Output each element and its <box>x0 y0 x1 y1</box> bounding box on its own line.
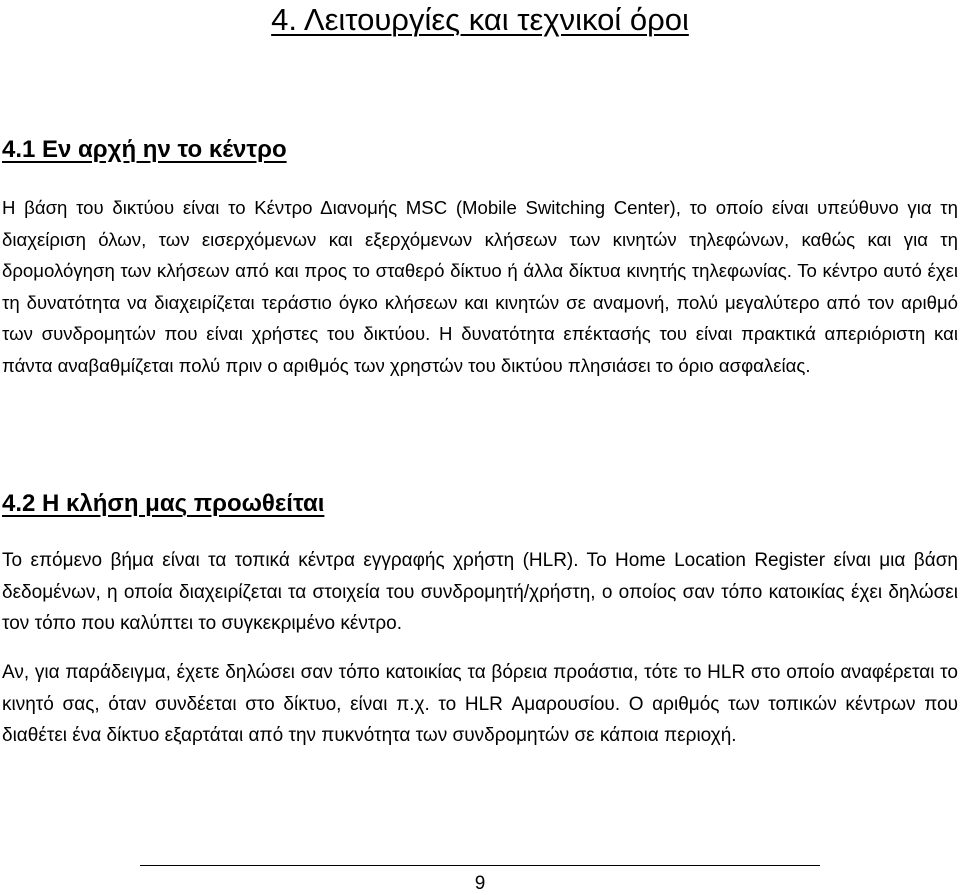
chapter-title: 4. Λειτουργίες και τεχνικοί όροι <box>271 2 689 37</box>
section-4-1-paragraph: Η βάση του δικτύου είναι το Κέντρο Διανομής MSC (Mobile Switching Center), το οποίο είναι υπεύθυνο για τη διαχείριση όλων, των εισερχόμενων και εξερχόμενων κλήσεων των κινητών τηλεφώνων, καθώς και για τη δρομολόγηση των κλήσεων από και προς το σταθερό δίκτυο ή άλλα δίκτυα κινητής τηλεφωνίας. Το κέντρο αυτό έχει τη δυνατότητα να διαχειρίζεται τεράστιο όγκο κλήσεων και κινητών σε αναμονή, πολύ μεγαλύτερο από τον αριθμό των συνδρομητών που είναι χρήστες του δικτύου. Η δυνατότητα επέκτασής του είναι πρακτικά απεριόριστη και πάντα αναβαθμίζεται πολύ πριν ο αριθμός των χρηστών του δικτύου πλησιάσει το όριο ασφαλείας. <box>2 197 958 376</box>
section-heading-4-1: 4.1 Εν αρχή ην το κέντρο <box>2 136 287 163</box>
section-4-2-paragraph-1: Το επόμενο βήμα είναι τα τοπικά κέντρα εγγραφής χρήστη (HLR). Το Home Location Register είναι μια βάση δεδομένων, η οποία διαχειρίζεται τα στοιχεία του συνδρομητή/χρήστη, ο οποίος σαν τόπο κατοικίας έχει δηλώσει τον τόπο που καλύπτει το συγκεκριμένο κέντρο. <box>2 550 958 635</box>
section-heading-4-2: 4.2 Η κλήση μας προωθείται <box>2 490 325 517</box>
page-number: 9 <box>474 873 486 894</box>
footer-divider <box>140 865 820 866</box>
section-4-2-paragraph-2: Αν, για παράδειγμα, έχετε δηλώσει σαν τόπο κατοικίας τα βόρεια προάστια, τότε το HLR στο οποίο αναφέρεται το κινητό σας, όταν συνδέεται στο δίκτυο, είναι π.χ. το HLR Αμαρουσίου. Ο αριθμός των τοπικών κέντρων που διαθέτει ένα δίκτυο εξαρτάται από την πυκνότητα των συνδρομητών σε κάποια περιοχή. <box>2 662 958 747</box>
